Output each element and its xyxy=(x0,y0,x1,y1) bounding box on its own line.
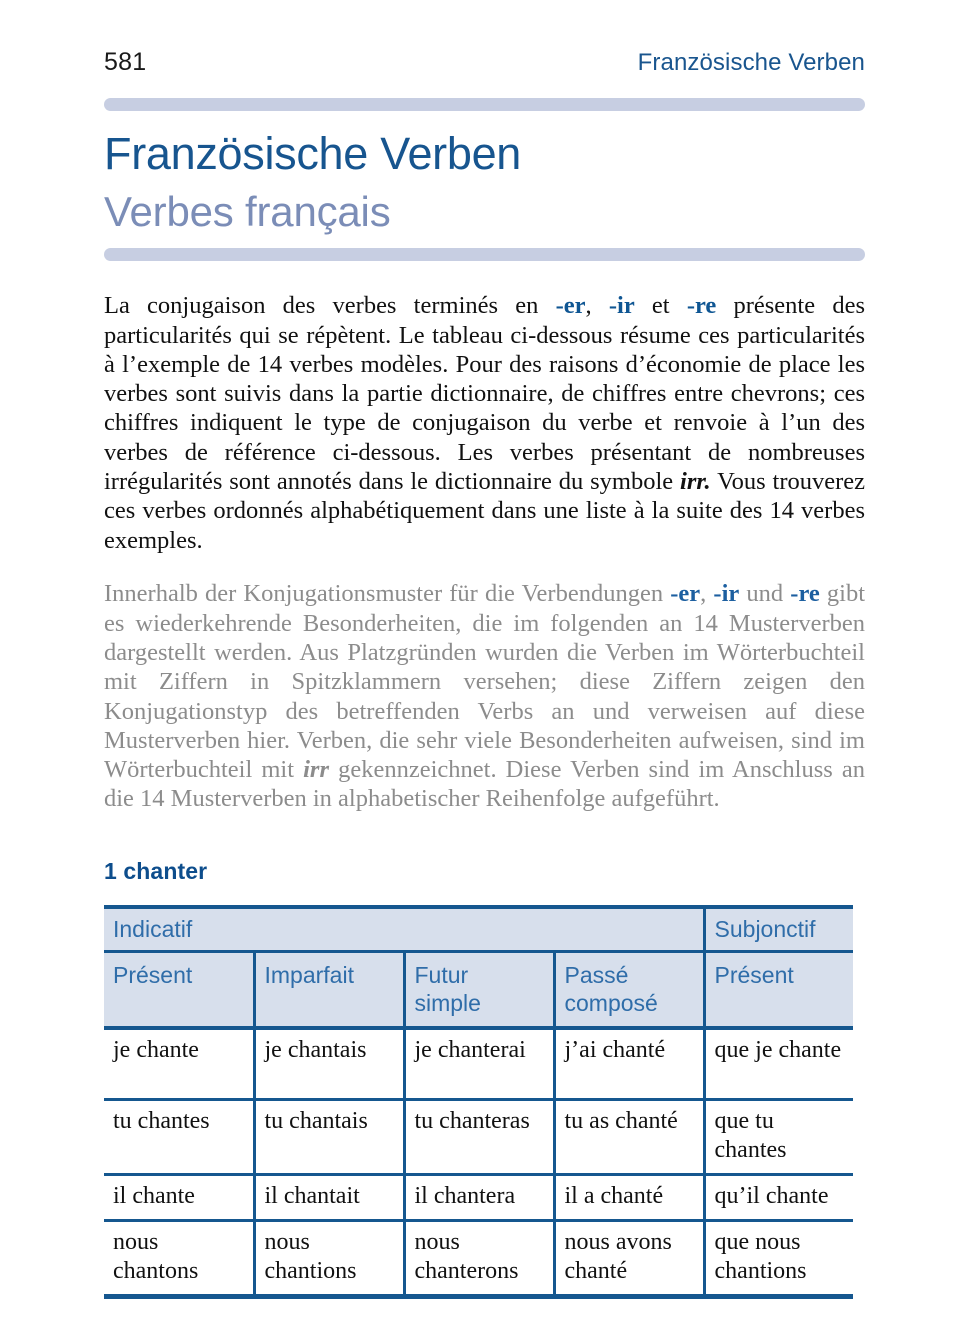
running-title: Französische Verben xyxy=(637,49,865,76)
cell-subjonctif: que je chante xyxy=(704,1028,853,1100)
cell-passe-compose: il a chanté xyxy=(554,1175,704,1221)
page-subtitle: Verbes français xyxy=(104,187,391,235)
cell-futur: tu chanteras xyxy=(404,1100,554,1175)
tense-line-1: Passé xyxy=(564,962,629,989)
tense-header-futur-simple xyxy=(404,952,554,1028)
table-row xyxy=(104,1175,853,1221)
title-block xyxy=(104,130,865,234)
table-row xyxy=(104,1028,853,1100)
table-body xyxy=(104,1028,853,1297)
divider-bar-top xyxy=(104,98,865,111)
table-row xyxy=(104,1100,853,1175)
de-text-5: gekennzeichnet. Diese Verben sind im Anschluss an die 14 Musterverben in alphabetischer Reihenfolge aufgeführt. xyxy=(104,756,865,813)
fr-irr-marker: irr. xyxy=(680,467,711,495)
de-ending-re: -re xyxy=(790,580,820,608)
cell-subjonctif: que nous chantions xyxy=(704,1221,853,1297)
tense-header-passe-compose xyxy=(554,952,704,1028)
tense-header-imparfait xyxy=(254,952,404,1028)
cell-present: nous chantons xyxy=(104,1221,254,1297)
cell-subjonctif: qu’il chante xyxy=(704,1175,853,1221)
fr-text-5: Vous trouverez ces verbes ordonnés alphabétiquement dans une liste à la suite des 14 verbes exemples. xyxy=(104,467,866,554)
fr-text-3: et xyxy=(634,292,687,320)
fr-ending-ir: -ir xyxy=(608,292,635,320)
fr-ending-er: -er xyxy=(555,292,586,320)
table-row xyxy=(104,1221,853,1297)
cell-passe-compose: j’ai chanté xyxy=(554,1028,704,1100)
page-number: 581 xyxy=(104,48,147,76)
cell-imparfait: tu chantais xyxy=(254,1100,404,1175)
cell-passe-compose: nous avons chanté xyxy=(554,1221,704,1297)
tense-line-2: composé xyxy=(564,990,658,1017)
de-ending-ir: -ir xyxy=(713,580,740,608)
cell-imparfait: il chantait xyxy=(254,1175,404,1221)
cell-imparfait: je chantais xyxy=(254,1028,404,1100)
intro-paragraph-german xyxy=(104,579,865,813)
table-tense-header-row xyxy=(104,952,853,1028)
cell-futur: il chantera xyxy=(404,1175,554,1221)
fr-ending-re: -re xyxy=(686,292,717,320)
fr-text-4: présente des particularités qui se répètent. Le tableau ci-dessous résume ces particularités à l’exemple de 14 verbes modèles. Pour des raisons d’économie de place les verbes sont suivis dans la partie dictionnaire, de chiffres entre chevrons; ces chiffres indiquent le type de conjugaison du verbe et renvoie à l’un des verbes de référence ci-dessous. Les verbes présentant de nombreuses irrégularités sont annotés dans le dictionnaire du symbole xyxy=(104,292,865,495)
running-head xyxy=(104,0,865,77)
de-ending-er: -er xyxy=(670,580,701,608)
de-text-1: Innerhalb der Konjugationsmuster für die Verbendungen xyxy=(104,580,671,608)
divider-bar-bottom xyxy=(104,248,865,261)
fr-text-1: La conjugaison des verbes terminés en xyxy=(104,292,556,320)
fr-text-2: , xyxy=(585,292,609,320)
intro-paragraph-french xyxy=(104,291,865,555)
verb-section-heading: 1 chanter xyxy=(104,857,208,884)
cell-passe-compose: tu as chanté xyxy=(554,1100,704,1175)
cell-present: il chante xyxy=(104,1175,254,1221)
tense-line-1: Imparfait xyxy=(264,962,354,989)
tense-line-1: Présent xyxy=(113,962,193,989)
conjugation-table xyxy=(104,905,853,1300)
table-head xyxy=(104,907,853,1028)
tense-line-2: simple xyxy=(414,990,481,1017)
cell-present: tu chantes xyxy=(104,1100,254,1175)
de-text-2: , xyxy=(700,580,714,608)
cell-present: je chante xyxy=(104,1028,254,1100)
table-group-header-row xyxy=(104,907,853,952)
tense-header-present-subjonctif xyxy=(704,952,853,1028)
tense-header-present-indicatif xyxy=(104,952,254,1028)
tense-line-1: Présent xyxy=(714,962,794,989)
de-text-3: und xyxy=(739,580,791,608)
group-header-indicatif: Indicatif xyxy=(104,907,704,952)
group-header-subjonctif: Subjonctif xyxy=(704,907,853,952)
cell-imparfait: nous chantions xyxy=(254,1221,404,1297)
de-irr-marker: irr xyxy=(303,756,330,784)
cell-futur: nous chanterons xyxy=(404,1221,554,1297)
de-text-4: gibt es wiederkehrende Besonderheiten, die im folgenden an 14 Musterverben dargestellt werden. Aus Platzgründen wurden die Verben im Wörterbuchteil mit Ziffern in Spitzklammern versehen; diese Ziffern zeigen den Konjugationstyp des betreffenden Verbs an und verweisen auf diese Musterverben hier. Verben, die sehr viele Besonderheiten aufweisen, sind im Wörterbuchteil mit xyxy=(104,580,865,784)
cell-subjonctif: que tu chantes xyxy=(704,1100,853,1175)
cell-futur: je chanterai xyxy=(404,1028,554,1100)
page-title: Französische Verben xyxy=(104,128,522,179)
tense-line-1: Futur xyxy=(414,962,469,989)
